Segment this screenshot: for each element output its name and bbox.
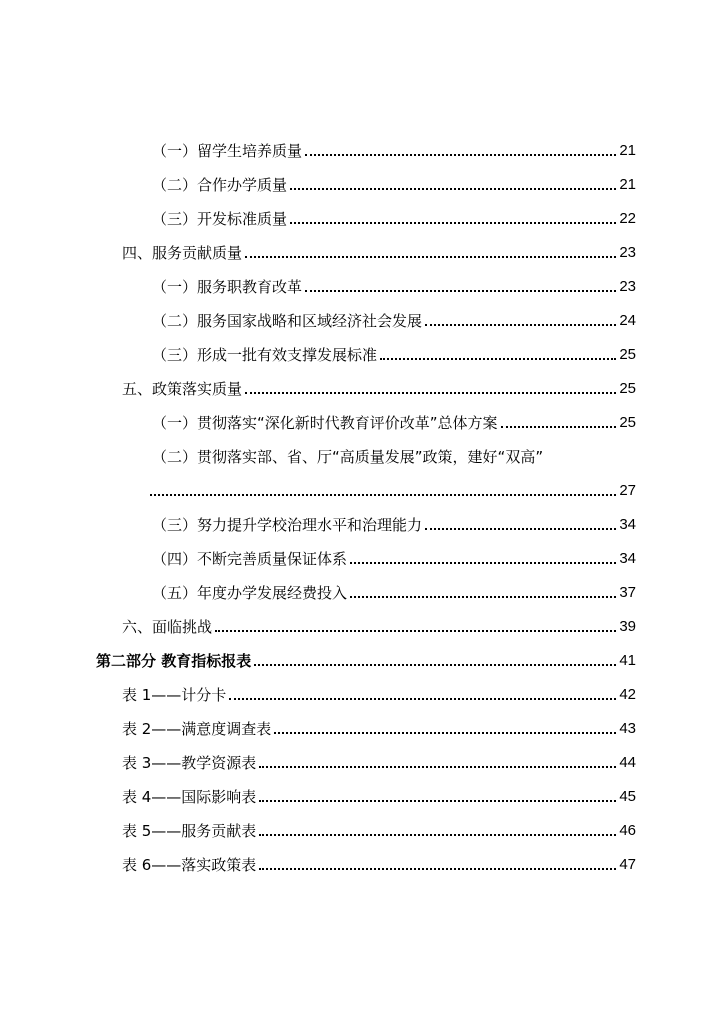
- toc-entry[interactable]: [152, 579, 636, 603]
- toc-page-number: 46: [619, 822, 636, 839]
- toc-entry-title: （三）开发标准质量: [152, 210, 288, 228]
- toc-dot-leader: [305, 154, 616, 156]
- toc-entry[interactable]: [152, 171, 636, 195]
- toc-entry[interactable]: [122, 613, 636, 637]
- toc-entry[interactable]: [152, 341, 636, 365]
- toc-page-number: 23: [619, 244, 636, 261]
- toc-dot-leader: [259, 800, 616, 802]
- toc-dot-leader: [259, 834, 616, 836]
- toc-entry-title: （二）服务国家战略和区域经济社会发展: [152, 312, 423, 330]
- toc-dot-leader: [254, 664, 616, 666]
- toc-entry[interactable]: [122, 715, 636, 739]
- toc-entry-title: 表 5——服务贡献表: [122, 822, 257, 840]
- toc-page-number: 43: [619, 720, 636, 737]
- toc-dot-leader: [305, 290, 616, 292]
- toc-entry-title: 表 6——落实政策表: [122, 856, 257, 874]
- toc-page-number: 47: [619, 856, 636, 873]
- toc-entry[interactable]: [152, 409, 636, 433]
- toc-page-number: 34: [619, 516, 636, 533]
- toc-entry[interactable]: [122, 375, 636, 399]
- toc-entry-title: 表 4——国际影响表: [122, 788, 257, 806]
- toc-page-number: 22: [619, 210, 636, 227]
- toc-entry[interactable]: [152, 273, 636, 297]
- toc-entry-title: 表 2——满意度调查表: [122, 720, 272, 738]
- toc-part-entry[interactable]: [96, 647, 636, 671]
- toc-page-number: 27: [619, 482, 636, 499]
- toc-dot-leader: [229, 698, 616, 700]
- toc-page-number: 41: [619, 652, 636, 669]
- toc-entry[interactable]: [152, 307, 636, 331]
- toc-entry[interactable]: [122, 783, 636, 807]
- toc-entry-wrapped-leader[interactable]: [150, 477, 636, 501]
- toc-entry-title: （四）不断完善质量保证体系: [152, 550, 348, 568]
- toc-entry-title: 四、服务贡献质量: [122, 244, 243, 262]
- toc-dot-leader: [259, 868, 616, 870]
- toc-page-number: 23: [619, 278, 636, 295]
- toc-page-number: 25: [619, 380, 636, 397]
- toc-page-number: 45: [619, 788, 636, 805]
- toc-dot-leader: [501, 426, 617, 428]
- toc-page-number: 37: [619, 584, 636, 601]
- toc-entry-title: 六、面临挑战: [122, 618, 213, 636]
- toc-entry-title: 第二部分 教育指标报表: [96, 652, 252, 670]
- toc-page-number: 25: [619, 414, 636, 431]
- toc-dot-leader: [150, 494, 616, 496]
- toc-entry[interactable]: [122, 851, 636, 875]
- toc-dot-leader: [245, 256, 616, 258]
- toc-entry-title: （二）贯彻落实部、省、厅“高质量发展”政策，建好“双高”: [152, 448, 544, 466]
- toc-entry[interactable]: [152, 511, 636, 535]
- toc-page-number: 21: [619, 176, 636, 193]
- toc-entry[interactable]: [152, 545, 636, 569]
- toc-entry-title: （三）努力提升学校治理水平和治理能力: [152, 516, 423, 534]
- toc-dot-leader: [215, 630, 616, 632]
- toc-entry-wrapped-title[interactable]: [152, 443, 636, 467]
- toc-dot-leader: [290, 222, 616, 224]
- toc-entry-title: （一）留学生培养质量: [152, 142, 303, 160]
- toc-entry-title: 五、政策落实质量: [122, 380, 243, 398]
- toc-dot-leader: [380, 358, 616, 360]
- toc-entry[interactable]: [122, 749, 636, 773]
- toc-entry[interactable]: [122, 817, 636, 841]
- toc-dot-leader: [290, 188, 616, 190]
- toc-page-number: 25: [619, 346, 636, 363]
- toc-entry[interactable]: [122, 239, 636, 263]
- toc-entry[interactable]: [152, 205, 636, 229]
- toc-dot-leader: [350, 596, 616, 598]
- toc-page-number: 34: [619, 550, 636, 567]
- toc-page-number: 42: [619, 686, 636, 703]
- toc-page-number: 24: [619, 312, 636, 329]
- toc-dot-leader: [274, 732, 616, 734]
- toc-entry[interactable]: [122, 681, 636, 705]
- toc-entry-title: （三）形成一批有效支撑发展标准: [152, 346, 378, 364]
- toc-dot-leader: [350, 562, 616, 564]
- toc-entry-title: （五）年度办学发展经费投入: [152, 584, 348, 602]
- toc-dot-leader: [259, 766, 616, 768]
- toc-page-number: 44: [619, 754, 636, 771]
- toc-entry-title: 表 3——教学资源表: [122, 754, 257, 772]
- toc-page-number: 39: [619, 618, 636, 635]
- toc-page-number: 21: [619, 142, 636, 159]
- toc-entry-title: （一）贯彻落实“深化新时代教育评价改革”总体方案: [152, 414, 498, 432]
- toc-entry[interactable]: [152, 137, 636, 161]
- toc-dot-leader: [425, 324, 616, 326]
- toc-dot-leader: [245, 392, 616, 394]
- toc-entry-title: （一）服务职教育改革: [152, 278, 303, 296]
- toc-entry-title: 表 1——计分卡: [122, 686, 227, 704]
- toc-dot-leader: [425, 528, 616, 530]
- toc-entry-title: （二）合作办学质量: [152, 176, 288, 194]
